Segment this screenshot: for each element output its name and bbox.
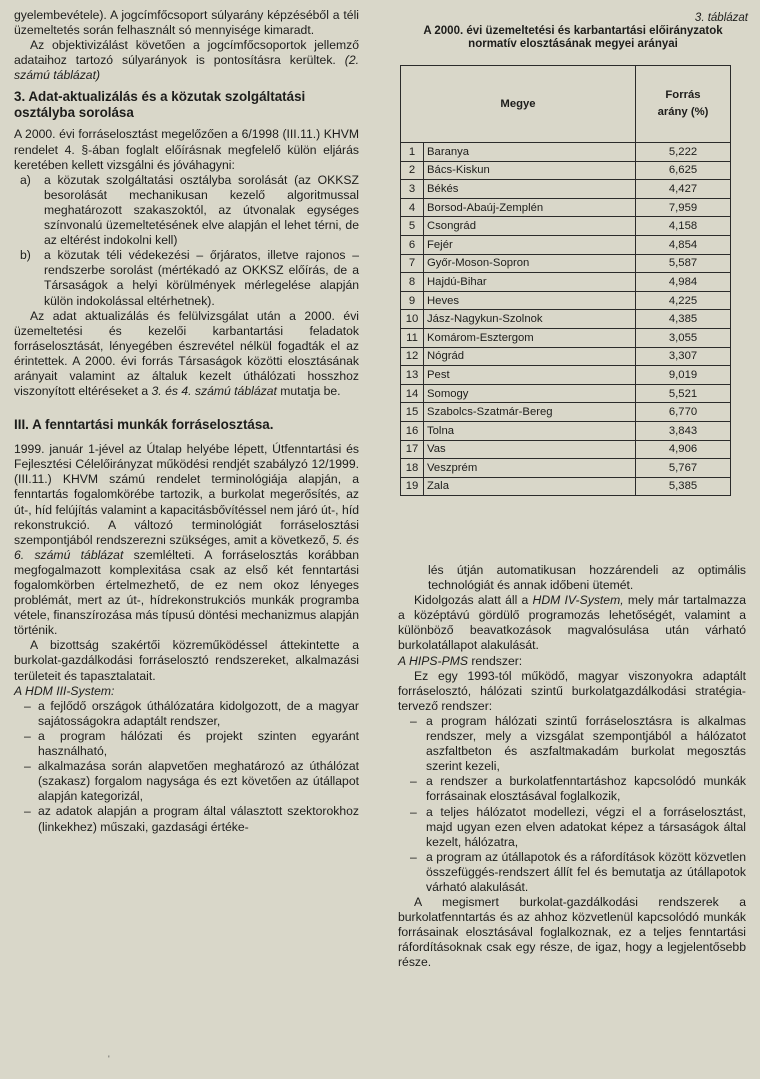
paragraph-committee: A bizottság szakértői közreműködéssel áttekintette a burkolat-gazdálkodási forráselosztó rendszereket, alkalmazási területeit és tapasztalatait. xyxy=(14,638,359,683)
share-cell: 5,385 xyxy=(636,477,731,496)
table-row xyxy=(401,421,731,440)
row-number: 10 xyxy=(401,310,424,329)
table-title: A 2000. évi üzemeltetési és karbantartási előirányzatok normatív elosztásának megyei arányai xyxy=(423,25,723,50)
county-cell: Borsod-Abaúj-Zemplén xyxy=(424,198,636,217)
list-item xyxy=(14,699,359,729)
share-cell: 4,906 xyxy=(636,440,731,459)
list-text: az adatok alapján a program által választott szektorokhoz (linkekhez) műszaki, gazdasági értéke- xyxy=(38,804,359,834)
table-row xyxy=(401,254,731,273)
paragraph-text: mely már tartalmazza a középtávú gördülő programozás lehetőségét, valamint a különböző beavatkozások magvalósulása után várható burkolatállapot alakulását. xyxy=(398,593,747,653)
share-cell: 6,770 xyxy=(636,403,731,422)
row-number: 12 xyxy=(401,347,424,366)
share-cell: 4,225 xyxy=(636,291,731,310)
paragraph-text: szemlélteti. A forráselosztás korábban megfogalmazott komplexitása csak az első két fenntartási fogalomkörben értelmezhető, de ez nem okoz lényeges problémát, mert az út-, hídrekonstrukciós munkák programba vétele, finanszírozása más típusú döntési mechanizmus alapján történik. xyxy=(14,547,359,638)
row-number: 5 xyxy=(401,217,424,236)
list-item xyxy=(398,774,746,804)
county-cell: Csongrád xyxy=(424,217,636,236)
table-row xyxy=(401,217,731,236)
table-row xyxy=(401,291,731,310)
dash-marker: – xyxy=(24,804,31,819)
row-number: 1 xyxy=(401,143,424,162)
list-text: alkalmazása során alapvetően meghatározó az úthálózat (szakasz) forgalom nagysága és ezt követően az útállapot alapján kategorizál, xyxy=(38,759,359,804)
header-share xyxy=(636,66,731,143)
row-number: 17 xyxy=(401,440,424,459)
footer-mark: ' xyxy=(108,1054,110,1064)
table-row xyxy=(401,477,731,496)
share-cell: 3,307 xyxy=(636,347,731,366)
table-row xyxy=(401,347,731,366)
share-cell: 3,055 xyxy=(636,328,731,347)
paragraph-conclusion: A megismert burkolat-gazdálkodási rendszerek a burkolatfenntartás és az ahhoz közvetlenül kapcsolódó munkák forrásainak elosztásával foglalkoznak, ez a teljes fenntartási ráfordításoknak csak egy része, de igaz, hogy a legjelentősebb része. xyxy=(398,895,746,970)
table-header-row xyxy=(401,66,731,143)
county-share-table xyxy=(400,65,731,496)
table-row xyxy=(401,310,731,329)
dash-marker: – xyxy=(24,728,31,743)
table-row xyxy=(401,440,731,459)
row-number: 4 xyxy=(401,198,424,217)
list-text: a program hálózati szintű forráselosztásra is alkalmas rendszer, mely a vizsgálat szempontjából a hálózatot aszfaltbeton és aszfaltmakadám burkolat megosztás szerint kezeli, xyxy=(426,713,746,774)
share-cell: 4,854 xyxy=(636,235,731,254)
paragraph-regulation: A 2000. évi forráselosztást megelőzően a 6/1998 (III.11.) KHVM rendelet 4. §-ában foglalt előírásnak megfelelő külön eljárás keretében kellett vizsgálni és jóváhagyni: xyxy=(14,127,359,172)
share-cell: 4,984 xyxy=(636,273,731,292)
county-cell: Bács-Kiskun xyxy=(424,161,636,180)
table-row xyxy=(401,161,731,180)
county-cell: Nógrád xyxy=(424,347,636,366)
list-item-a xyxy=(14,173,359,248)
county-cell: Győr-Moson-Sopron xyxy=(424,254,636,273)
dash-marker: – xyxy=(410,774,417,789)
dash-marker: – xyxy=(410,849,417,864)
table-number: 3. táblázat xyxy=(694,12,748,24)
county-cell: Heves xyxy=(424,291,636,310)
paragraph-text: Kidolgozás alatt áll a xyxy=(414,593,529,608)
row-number: 8 xyxy=(401,273,424,292)
row-number: 19 xyxy=(401,477,424,496)
county-cell: Pest xyxy=(424,366,636,385)
header-county: Megye xyxy=(401,66,636,143)
county-cell: Komárom-Esztergom xyxy=(424,328,636,347)
county-cell: Tolna xyxy=(424,421,636,440)
dash-marker: – xyxy=(24,759,31,774)
paragraph-hips: Ez egy 1993-tól működő, magyar viszonyokra adaptált forráselosztó, hálózati szintű burkolatgazdálkodási stratégia-tervező rendszer: xyxy=(398,668,746,713)
share-cell: 5,521 xyxy=(636,384,731,403)
list-text: a fejlődő országok úthálózatára kidolgozott, de a magyar sajátosságokra adaptált rendszer, xyxy=(38,698,359,728)
table-reference: 5. és 6. számú táblázat xyxy=(14,532,359,562)
paragraph-text: Az objektivizálást követően a jogcímfőcsoportok jellemző adataihoz tartozó súlyarányok is pontosításra kerültek. xyxy=(14,38,359,68)
share-cell: 6,625 xyxy=(636,161,731,180)
section-heading-III: III. A fenntartási munkák forráselosztása. xyxy=(14,417,274,433)
row-number: 15 xyxy=(401,403,424,422)
table-row xyxy=(401,459,731,478)
share-cell: 4,158 xyxy=(636,217,731,236)
list-item xyxy=(14,759,359,804)
subheading-hdm3: A HDM III-System: xyxy=(14,683,115,698)
county-cell: Fejér xyxy=(424,235,636,254)
row-number: 16 xyxy=(401,421,424,440)
share-cell: 4,385 xyxy=(636,310,731,329)
hips-list xyxy=(398,714,746,895)
table-row xyxy=(401,143,731,162)
dash-marker: – xyxy=(410,804,417,819)
paragraph-hdm4 xyxy=(398,593,746,653)
paragraph-text: mutatja be. xyxy=(280,384,341,399)
list-item xyxy=(398,850,746,895)
paragraph-continued: lés útján automatikusan hozzárendeli az optimális technológiát és annak időbeni ütemét. xyxy=(428,563,746,593)
paragraph-text: rendszer: xyxy=(471,653,523,668)
county-cell: Vas xyxy=(424,440,636,459)
left-column xyxy=(14,8,359,835)
paragraph-continued: gyelembevétele). A jogcímfőcsoport súlyarány képzéséből a téli üzemeltetés során felhasznált só mennyisége kimaradt. xyxy=(14,8,359,38)
county-cell: Szabolcs-Szatmár-Bereg xyxy=(424,403,636,422)
hdm3-list xyxy=(14,699,359,835)
row-number: 9 xyxy=(401,291,424,310)
share-cell: 5,587 xyxy=(636,254,731,273)
table-reference: 3. és 4. számú táblázat xyxy=(151,384,277,399)
dash-marker: – xyxy=(410,713,417,728)
paragraph-text: 1999. január 1-jével az Útalap helyébe lépett, Útfenntartási és Fejlesztési Célelőirányzat működési rendjét szabályzó 12/1999. (III.11.) KHVM számú rendelet terminológiája alapján, a fenntartás fogalomkörébe tartozik, a burkolat megerősítés, az út-, híd felújítás valamint a kapacitásbővítéssel nem járó út-, híd rekonstrukció. A változó terminológiát forráselosztási szempontjából rendszerezni szükséges, amit a következő, xyxy=(14,442,359,547)
row-number: 13 xyxy=(401,366,424,385)
share-cell: 5,767 xyxy=(636,459,731,478)
paragraph-terminology xyxy=(14,442,359,638)
share-cell: 7,959 xyxy=(636,198,731,217)
share-cell: 9,019 xyxy=(636,366,731,385)
list-item-b xyxy=(14,248,359,308)
share-cell: 3,843 xyxy=(636,421,731,440)
list-marker: a) xyxy=(20,172,31,187)
table-row xyxy=(401,328,731,347)
list-item xyxy=(398,714,746,774)
county-cell: Baranya xyxy=(424,143,636,162)
paragraph-update xyxy=(14,309,359,400)
right-column xyxy=(398,563,746,971)
row-number: 18 xyxy=(401,459,424,478)
county-cell: Veszprém xyxy=(424,459,636,478)
list-item xyxy=(14,729,359,759)
paragraph-objectivization xyxy=(14,38,359,83)
table-row xyxy=(401,366,731,385)
county-cell: Jász-Nagykun-Szolnok xyxy=(424,310,636,329)
row-number: 7 xyxy=(401,254,424,273)
list-item xyxy=(398,805,746,850)
table-row xyxy=(401,403,731,422)
row-number: 3 xyxy=(401,180,424,199)
row-number: 2 xyxy=(401,161,424,180)
system-name: HDM IV-System, xyxy=(532,593,624,608)
table-row xyxy=(401,273,731,292)
share-cell: 4,427 xyxy=(636,180,731,199)
share-cell: 5,222 xyxy=(636,143,731,162)
county-cell: Hajdú-Bihar xyxy=(424,273,636,292)
table-row xyxy=(401,180,731,199)
table-reference: (2. számú táblázat) xyxy=(14,53,359,83)
row-number: 6 xyxy=(401,235,424,254)
row-number: 14 xyxy=(401,384,424,403)
list-text: a rendszer a burkolatfenntartáshoz kapcsolódó munkák forrásainak elosztásával foglalkozik, xyxy=(426,774,746,804)
table-row xyxy=(401,235,731,254)
section-heading-3: 3. Adat-aktualizálás és a közutak szolgáltatási osztályba sorolása xyxy=(14,89,306,121)
list-text: a közutak szolgáltatási osztályba sorolását (az OKKSZ besorolását mechanikusan kezelő algoritmussal meghatározott szakaszoktól, az útvonalak egységes színvonalú üzemeltetésének elve alapján el lehet térni, de az eltérést indokolni kell) xyxy=(44,172,359,248)
list-marker: b) xyxy=(20,248,31,263)
list-text: a teljes hálózatot modellezi, végzi el a forráselosztást, majd ugyan ezen elven adatokat képez a társaságok által kezelt, hálózatra, xyxy=(426,804,746,849)
subheading-hips xyxy=(398,654,746,669)
table-row xyxy=(401,198,731,217)
county-cell: Békés xyxy=(424,180,636,199)
list-text: a program hálózati és projekt szinten egyaránt használható, xyxy=(38,728,359,759)
paragraph-text: Az adat aktualizálás és felülvizsgálat után a 2000. évi üzemeltetési és kezelői karbantartási feladatok forráselosztását, lényegében észrevétel nélkül fogadták el az érintettek. A 2000. évi forrás Társaságok közötti elosztásának arányait valamint az általuk kezelt úthálózati hosszhoz viszonyított eltéréseket a xyxy=(14,308,359,399)
list-text: a program az útállapotok és a ráfordítások között közvetlen összefüggés-rendszert állít fel és bemutatja az útállapotok várható alakulását. xyxy=(426,849,746,894)
row-number: 11 xyxy=(401,328,424,347)
dash-marker: – xyxy=(24,698,31,713)
table-row xyxy=(401,384,731,403)
list-text: a közutak téli védekezési – őrjáratos, illetve rajonos – rendszerbe sorolást (mértékadó az OKKSZ előírás, de a Társaságok a helyi körülmények mérlegelése alapján külön indokolással eltérhetnek). xyxy=(44,248,359,308)
list-item xyxy=(14,804,359,834)
county-cell: Somogy xyxy=(424,384,636,403)
system-name: A HIPS-PMS xyxy=(398,653,468,668)
county-cell: Zala xyxy=(424,477,636,496)
table-3 xyxy=(398,12,748,496)
header-share-text: Forrás arány (%) xyxy=(657,89,709,118)
